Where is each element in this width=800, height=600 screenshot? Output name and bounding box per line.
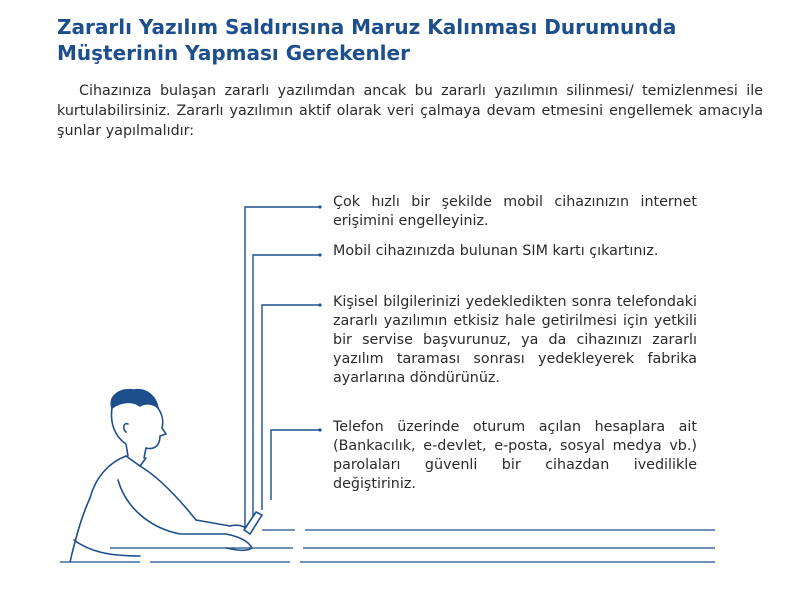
list-item-4: Telefon üzerinde oturum açılan hesaplara ait (Bankacılık, e-devlet, e-posta, sosyal medya vb.) parolaları güvenli bir cihazdan ivedilikle değiştiriniz. [333,419,697,492]
list-item-2: Mobil cihazınızda bulunan SIM kartı çıkartınız. [333,243,659,259]
person-with-phone-icon [70,390,262,562]
connector-dots [318,205,321,431]
connector-line-4 [271,430,320,500]
list-item-3: Kişisel bilgilerinizi yedekledikten sonra telefondaki zararlı yazılımın etkisiz hale getirilmesi için yetkili bir servise başvurunuz, ya da cihazınızı zararlı yazılım taraması sonrası yedekleyerek fabrika ayarlarına döndürünüz. [333,294,697,386]
connector-line-2 [253,255,320,520]
title-line-2: Müşterinin Yapması Gerekenler [57,41,410,65]
title-line-1: Zararlı Yazılım Saldırısına Maruz Kalınması Durumunda [57,15,677,39]
connector-lines [245,207,320,530]
desk-lines [60,530,715,562]
intro-paragraph: Cihazınıza bulaşan zararlı yazılımdan ancak bu zararlı yazılımın silinmesi/ temizlenmesi ile kurtulabilirsiniz. Zararlı yazılımın aktif olarak veri çalmaya devam etmesini engellemek amacıyla şunlar yapılmalıdır: [57,83,763,139]
list-item-1: Çok hızlı bir şekilde mobil cihazınızın internet erişimini engelleyiniz. [333,194,697,229]
